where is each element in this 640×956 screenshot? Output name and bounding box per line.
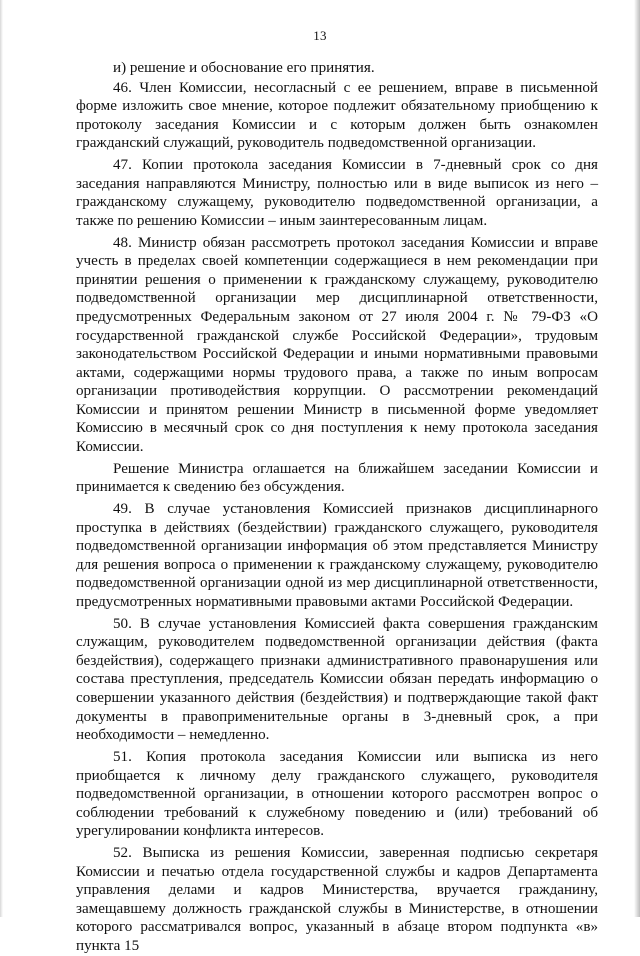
paragraph-52: 52. Выписка из решения Комиссии, заверенная подписью секретаря Комиссии и печатью отдела государственной службы и кадров Департамента управления делами и кадров Министерства, вручается гражданину, замещавшему должность гражданской службы в Министерстве, в отношении которого рассматривался вопрос, указанный в абзаце втором подпункта «в» пункта 15 [76,845,598,954]
document-body [76,59,598,956]
paragraph-51: 51. Копия протокола заседания Комиссии или выписка из него приобщается к личному делу гражданского служащего, руководителя подведомственной организации, в отношении которого рассмотрен вопрос о соблюдении требований к служебному поведению и (или) требований об урегулировании конфликта интересов. [76,748,598,840]
paragraph-48: 48. Министр обязан рассмотреть протокол заседания Комиссии и вправе учесть в пределах своей компетенции содержащиеся в нем рекомендации при принятии решения о применении к гражданскому служащему, руководителю подведомственной организации мер дисциплинарной ответственности, предусмотренных Федеральным законом от 27 июля 2004 г. № 79-ФЗ «О государственной гражданской службе Российской Федерации», трудовым законодательством Российской Федерации и иными нормативными правовыми актами, содержащими нормы трудового права, а также по иным вопросам организации противодействия коррупции. О рассмотрении рекомендаций Комиссии и принятом решении Министр в письменной форме уведомляет Комиссию в месячный срок со дня поступления к нему протокола заседания Комиссии. [76,234,598,456]
paragraph-50: 50. В случае установления Комиссией факта совершения гражданским служащим, руководителем подведомственной организации действия (факта бездействия), содержащего признаки административного правонарушения или состава преступления, председатель Комиссии обязан передать информацию о совершении указанного действия (бездействия) и подтверждающие такой факт документы в правоприменительные органы в 3-дневный срок, а при необходимости – немедленно. [76,615,598,744]
paragraph-49: 49. В случае установления Комиссией признаков дисциплинарного проступка в действиях (бездействии) гражданского служащего, руководителя подведомственной организации информация об этом представляется Министру для решения вопроса о применении к гражданскому служащему, руководителю подведомственной организации одной из мер дисциплинарной ответственности, предусмотренных нормативными правовыми актами Российской Федерации. [76,501,598,610]
page-right-edge-shadow [634,0,640,917]
paragraph-46: 46. Член Комиссии, несогласный с ее решением, вправе в письменной форме изложить свое мнение, которое подлежит обязательному приобщению к протоколу заседания Комиссии и с которым должен быть ознакомлен гражданский служащий, руководитель подведомственной организации. [76,79,598,152]
paragraph-47: 47. Копии протокола заседания Комиссии в 7-дневный срок со дня заседания направляются Министру, полностью или в виде выписок из него – гражданскому служащему, руководителю подведомственной организации, а также по решению Комиссии – иным заинтересованным лицам. [76,157,598,229]
page-number: 13 [313,28,327,43]
paragraph-48-decision: Решение Министра оглашается на ближайшем заседании Комиссии и принимается к сведению без обсуждения. [76,460,598,496]
paragraph-item-i: и) решение и обоснование его принятия. [113,60,375,76]
page-left-edge-shadow [0,0,3,917]
